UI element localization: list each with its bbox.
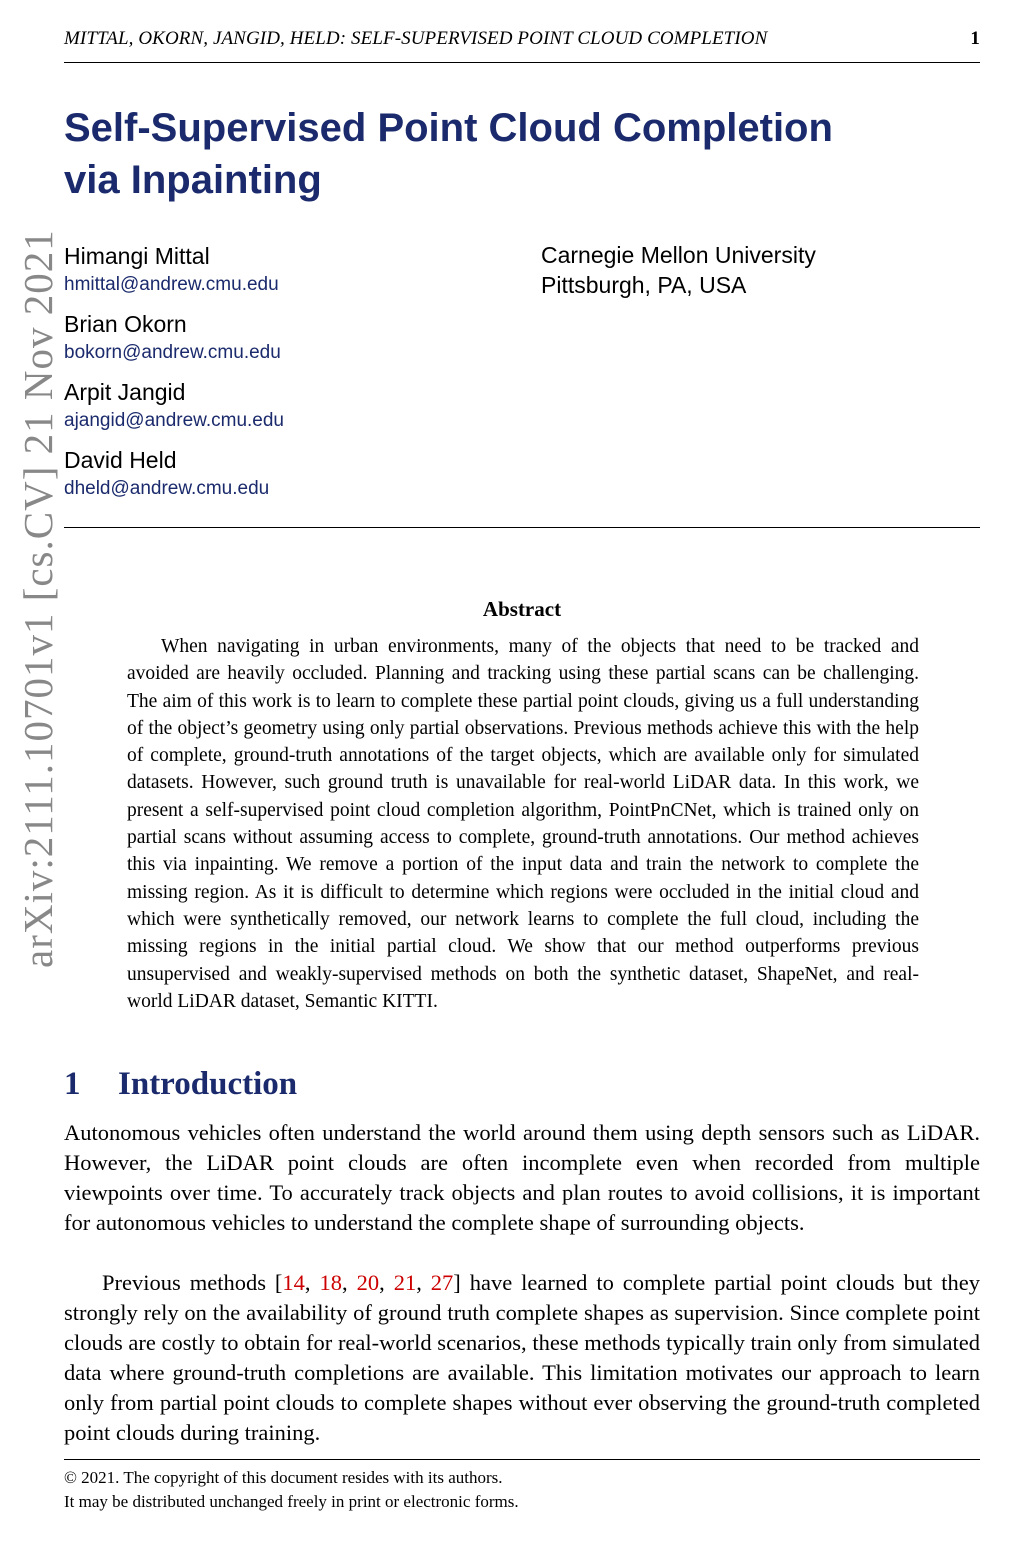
page-number: 1 — [970, 28, 980, 49]
citation-separator: , — [379, 1270, 394, 1295]
footnote-line-1: © 2021. The copyright of this document resides with its authors. — [64, 1468, 503, 1487]
intro-paragraph-2 — [64, 1268, 980, 1448]
affiliation-location: Pittsburgh, PA, USA — [541, 272, 747, 298]
author-email-link[interactable]: bokorn@andrew.cmu.edu — [64, 342, 281, 363]
author-name: David Held — [64, 447, 177, 473]
arxiv-identifier-stamp: arXiv:2111.10701v1 [cs.CV] 21 Nov 2021 — [15, 229, 61, 968]
author-block — [64, 240, 524, 308]
author-email-link[interactable]: hmittal@andrew.cmu.edu — [64, 274, 279, 295]
citation-separator: , — [304, 1270, 320, 1295]
citation-link[interactable]: 21 — [393, 1270, 417, 1295]
citation-link[interactable]: 14 — [282, 1270, 305, 1295]
author-email-link[interactable]: ajangid@andrew.cmu.edu — [64, 410, 284, 431]
title-line-1: Self-Supervised Point Cloud Completion — [64, 106, 833, 150]
citation-link[interactable]: 27 — [430, 1270, 454, 1295]
header-divider — [64, 527, 980, 528]
footnote-line-2: It may be distributed unchanged freely in print or electronic forms. — [64, 1492, 519, 1511]
citation-link[interactable]: 18 — [319, 1270, 343, 1295]
author-block — [64, 444, 524, 512]
author-name: Himangi Mittal — [64, 243, 210, 269]
citation-separator: , — [416, 1270, 431, 1295]
author-block — [64, 308, 524, 376]
title-line-2: via Inpainting — [64, 158, 322, 202]
running-title: MITTAL, OKORN, JANGID, HELD: SELF-SUPERVISED POINT CLOUD COMPLETION — [64, 28, 768, 49]
section-heading — [64, 1066, 297, 1103]
affiliation — [541, 240, 816, 300]
citation-link[interactable]: 20 — [356, 1270, 380, 1295]
author-block — [64, 376, 524, 444]
intro-paragraph-1: Autonomous vehicles often understand the world around them using depth sensors such as LiDAR. However, the LiDAR point clouds are often incomplete even when recorded from multiple viewpoints over time. To accurately track objects and plan routes to avoid collisions, it is important for autonomous vehicles to understand the complete shape of surrounding objects. — [64, 1120, 980, 1235]
citation-separator: , — [342, 1270, 357, 1295]
copyright-footnote — [64, 1466, 519, 1514]
affiliation-institution: Carnegie Mellon University — [541, 242, 816, 268]
abstract-heading: Abstract — [482, 597, 562, 621]
author-name: Brian Okorn — [64, 311, 187, 337]
section-number: 1 — [64, 1066, 81, 1102]
author-name: Arpit Jangid — [64, 379, 186, 405]
author-email-link[interactable]: dheld@andrew.cmu.edu — [64, 478, 270, 499]
section-title: Introduction — [118, 1066, 298, 1102]
paper-title — [64, 102, 964, 206]
paragraph-lead: Previous methods [ — [102, 1270, 283, 1295]
abstract-text: When navigating in urban environments, many of the objects that need to be tracked and avoided are heavily occluded. Planning and tracking using these partial scans can be challenging. The aim of this work is to learn to complete these partial point clouds, giving us a full understanding of the object’s geometry using only partial observations. Previous methods achieve this with the help of complete, ground-truth annotations of the target objects, which are available only for simulated datasets. However, such ground truth is unavailable for real-world LiDAR data. In this work, we present a self-supervised point cloud completion algorithm, PointPnCNet, which is trained only on partial scans without assuming access to complete, ground-truth annotations. Our method achieves this via inpainting. We remove a portion of the input data and train the network to complete the missing region. As it is difficult to determine which regions were occluded in the initial cloud and which were synthetically removed, our network learns to complete the full cloud, including the missing regions in the initial partial cloud. We show that our method outperforms previous unsupervised and weakly-supervised methods on both the synthetic dataset, ShapeNet, and real-world LiDAR dataset, Semantic KITTI. — [127, 636, 919, 1012]
author-list — [64, 240, 524, 512]
footnote-divider — [64, 1459, 980, 1460]
paragraph-rest: ] have learned to complete partial point clouds but they strongly rely on the availability of ground truth complete shapes as supervision. Since complete point clouds are costly to obtain for real-world scenarios, these methods typically train only from simulated data where ground-truth completions are available. This limitation motivates our approach to learn only from partial point clouds to complete shapes without ever observing the ground-truth completed point clouds during training. — [64, 1270, 981, 1445]
running-header — [64, 28, 980, 63]
